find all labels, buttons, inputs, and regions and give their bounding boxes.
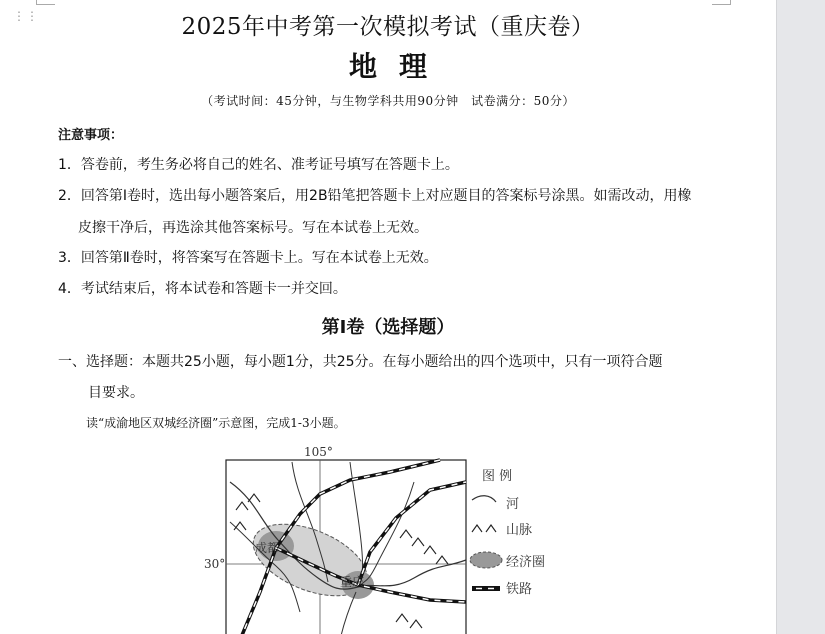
subject-title: 地理: [348, 50, 449, 83]
latitude-label: 30°: [204, 557, 226, 571]
page-corner-mark-right: [712, 0, 731, 5]
map-svg: [200, 442, 546, 634]
legend-zone-icon: [470, 552, 502, 568]
note-item-3: 3．回答第Ⅱ卷时，将答案写在答题卡上。写在本试卷上无效。: [58, 250, 438, 266]
note-item-4: 4．考试结束后，将本试卷和答题卡一并交回。: [58, 281, 347, 297]
map-instruction: 读“成渝地区双城经济圈”示意图，完成1-3小题。: [86, 416, 346, 430]
note-item-2: 2．回答第Ⅰ卷时，选出每小题答案后，用2B铅笔把答题卡上对应题目的答案标号涂黑。如需改动，用橡: [58, 188, 692, 204]
note-item-1: 1．答卷前，考生务必将自己的姓名、准考证号填写在答题卡上。: [58, 157, 459, 173]
right-scroll-gutter[interactable]: [776, 0, 825, 634]
longitude-label: 105°: [304, 445, 333, 459]
legend-railway-label: 铁路: [506, 582, 533, 597]
legend-river-icon: [472, 496, 496, 502]
section-title: 第Ⅰ卷（选择题）: [321, 317, 455, 338]
question-intro: 一、选择题：本题共25小题，每小题1分，共25分。在每小题给出的四个选项中，只有一项符合题: [58, 354, 663, 370]
city-label-chengdu: 成都: [255, 541, 280, 555]
page-corner-mark-left: [36, 0, 55, 5]
exam-info: （考试时间：45分钟，与生物学科共用90分钟 试卷满分：50分）: [201, 94, 575, 108]
legend-zone-label: 经济圈: [506, 555, 546, 570]
city-label-chongqing: 重庆: [340, 575, 365, 589]
drag-handle-icon[interactable]: ⋮⋮: [13, 9, 39, 23]
question-intro-continued: 目要求。: [88, 385, 144, 401]
legend-river-label: 河: [506, 497, 520, 512]
note-item-2-continued: 皮擦干净后，再选涂其他答案标号。写在本试卷上无效。: [78, 220, 428, 236]
legend-title: 图 例: [482, 469, 513, 484]
document-title: 2025年中考第一次模拟考试（重庆卷）: [181, 14, 595, 40]
legend-mountain-icon: [472, 525, 496, 532]
notes-heading: 注意事项：: [58, 128, 124, 143]
legend-mountain-label: 山脉: [506, 523, 533, 538]
map-figure: [200, 442, 546, 634]
